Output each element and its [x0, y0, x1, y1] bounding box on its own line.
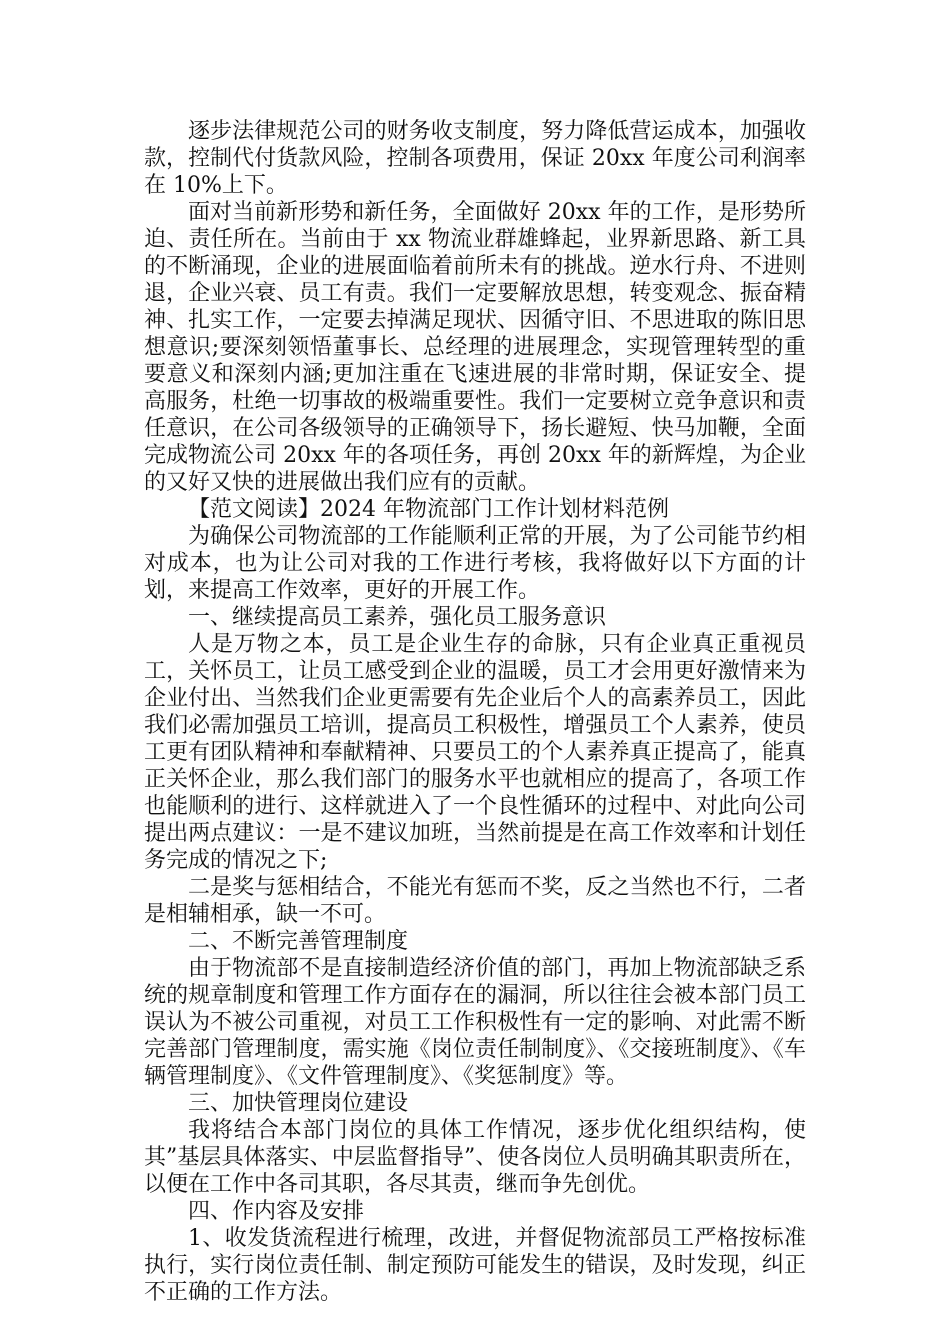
paragraph-management-system: 由于物流部不是直接制造经济价值的部门，再加上物流部缺乏系统的规章制度和管理工作方面存在的漏洞，所以往往会被本部门员工误认为不被公司重视，对员工工作积极性有一定的影响、对此需不断完善部门管理制度，需实施《岗位责任制制度》、《交接班制度》、《车辆管理制度》、《文件管理制度》、《奖惩制度》等。 [144, 956, 806, 1089]
paragraph-staff-quality: 人是万物之本，员工是企业生存的命脉，只有企业真正重视员工，关怀员工，让员工感受到企业的温暖，员工才会用更好激情来为企业付出、当然我们企业更需要有先企业后个人的高素养员工，因此我们必需加强员工培训，提高员工积极性，增强员工个人素养，使员工更有团队精神和奉献精神、只要员工的个人素养真正提高了，能真正关怀企业，那么我们部门的服务水平也就相应的提高了，各项工作也能顺利的进行、这样就进入了一个良性循环的过程中、对此向公司提出两点建议：一是不建议加班，当然前提是在高工作效率和计划任务完成的情况之下; [144, 632, 806, 873]
paragraph-finance-control: 逐步法律规范公司的财务收支制度，努力降低营运成本，加强收款，控制代付货款风险，控制各项费用，保证 20xx 年度公司利润率在 10%上下。 [144, 119, 806, 198]
paragraph-reward-punishment: 二是奖与惩相结合，不能光有惩而不奖，反之当然也不行，二者是相辅相承，缺一不可。 [144, 875, 806, 927]
section-heading-4: 四、作内容及安排 [188, 1199, 365, 1224]
section-heading-3: 三、加快管理岗位建设 [188, 1091, 409, 1116]
paragraph-introduction: 为确保公司物流部的工作能顺利正常的开展，为了公司能节约相对成本，也为让公司对我的工作进行考核，我将做好以下方面的计划，来提高工作效率，更好的开展工作。 [144, 524, 806, 603]
paragraph-shipping-process: 1、收发货流程进行梳理，改进，并督促物流部员工严格按标准执行，实行岗位责任制、制定预防可能发生的错误，及时发现，纠正不正确的工作方法。 [144, 1226, 806, 1305]
section-heading-1: 一、继续提高员工素养，强化员工服务意识 [188, 605, 607, 630]
paragraph-new-situation: 面对当前新形势和新任务，全面做好 20xx 年的工作，是形势所迫、责任所在。当前由于 xx 物流业群雄蜂起，业界新思路、新工具的不断涌现，企业的进展面临着前所未有的挑战。逆水行舟、不进则退，企业兴衰、员工有责。我们一定要解放思想，转变观念、振奋精神、扎实工作，一定要去掉满足现状、因循守旧、不思进取的陈旧思想意识;要深刻领悟董事长、总经理的进展理念，实现管理转型的重要意义和深刻内涵;更加注重在飞速进展的非常时期，保证安全、提高服务，杜绝一切事故的极端重要性。我们一定要树立竞争意识和责任意识，在公司各级领导的正确领导下，扬长避短、快马加鞭，全面完成物流公司 20xx 年的各项任务，再创 20xx 年的新辉煌，为企业的又好又快的进展做出我们应有的贡献。 [144, 200, 806, 495]
paragraph-post-construction: 我将结合本部门岗位的具体工作情况，逐步优化组织结构，使其”基层具体落实、中层监督指导”、使各岗位人员明确其职责所在，以便在工作中各司其职，各尽其责，继而争先创优。 [144, 1118, 806, 1197]
sample-article-title: 【范文阅读】2024 年物流部门工作计划材料范例 [188, 497, 669, 522]
document-body [144, 118, 806, 1306]
section-heading-2: 二、不断完善管理制度 [188, 929, 409, 954]
